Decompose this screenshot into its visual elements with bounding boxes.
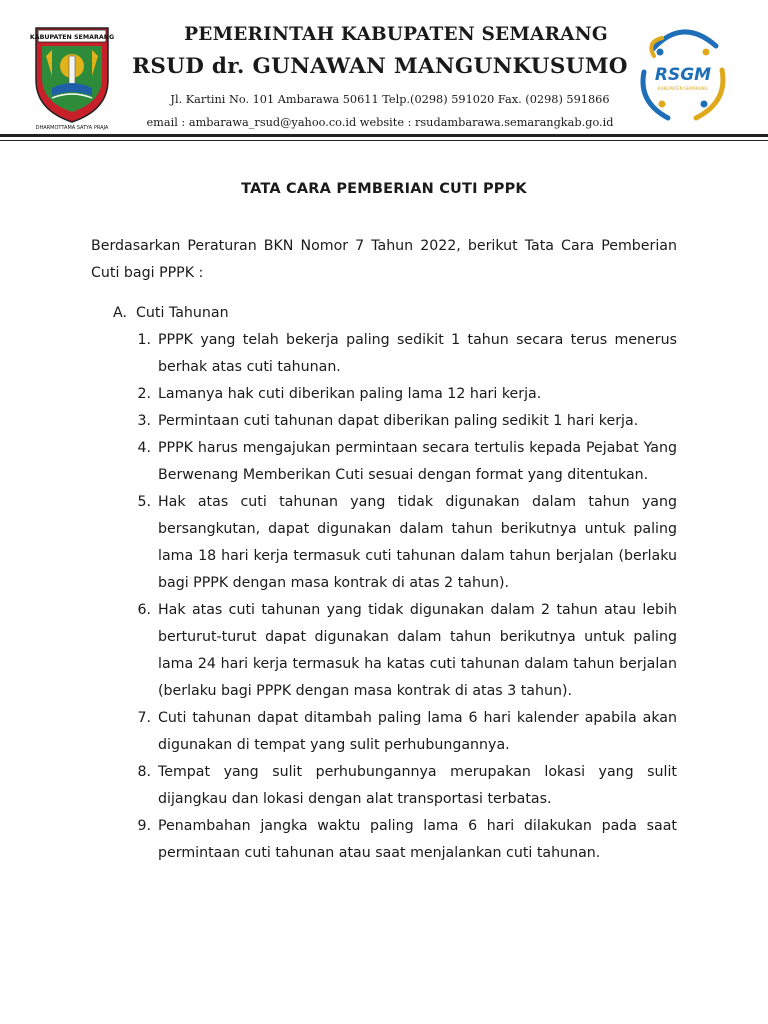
list-number: 4. — [137, 440, 151, 456]
hospital-address: Jl. Kartini No. 101 Ambarawa 50611 Telp.(0298) 591020 Fax. (0298) 591866 — [170, 93, 610, 106]
letterhead-rule-thick — [0, 134, 768, 137]
list-item — [91, 759, 677, 813]
hospital-name: RSUD dr. GUNAWAN MANGUNKUSUMO — [132, 54, 628, 79]
letterhead — [0, 0, 768, 140]
list-text: Penambahan jangka waktu paling lama 6 hari dilakukan pada saat permintaan cuti tahunan atau saat menjalankan cuti tahunan. — [158, 818, 677, 861]
list-number: 8. — [137, 764, 151, 780]
svg-text:KABUPATEN SEMARANG: KABUPATEN SEMARANG — [658, 86, 708, 91]
list-text: Tempat yang sulit perhubungannya merupakan lokasi yang sulit dijangkau dan lokasi dengan alat transportasi terbatas. — [158, 764, 677, 807]
letterhead-rule-thin — [0, 140, 768, 141]
list-item — [91, 489, 677, 597]
list-number: 5. — [137, 494, 151, 510]
government-name: PEMERINTAH KABUPATEN SEMARANG — [184, 24, 608, 45]
list-item — [91, 597, 677, 705]
list-text: Hak atas cuti tahunan yang tidak digunakan dalam tahun yang bersangkutan, dapat digunakan dalam tahun berikutnya untuk paling lama 18 hari kerja termasuk cuti tahunan dalam tahun berjalan (berlaku bagi PPPK dengan masa kontrak di atas 2 tahun). — [158, 494, 677, 591]
list-number: 2. — [137, 386, 151, 402]
section-title: Cuti Tahunan — [136, 305, 229, 321]
intro-paragraph: Berdasarkan Peraturan BKN Nomor 7 Tahun 2022, berikut Tata Cara Pemberian Cuti bagi PPPK : — [91, 238, 677, 281]
document-body — [91, 233, 677, 867]
hospital-contact: email : ambarawa_rsud@yahoo.co.id website : rsudambarawa.semarangkab.go.id — [146, 116, 614, 129]
list-text: Cuti tahunan dapat ditambah paling lama 6 hari kalender apabila akan digunakan di tempat yang sulit perhubungannya. — [158, 710, 677, 753]
list-number: 7. — [137, 710, 151, 726]
list-item — [91, 435, 677, 489]
list-item — [91, 381, 677, 408]
list-number: 1. — [137, 332, 151, 348]
list-text: Hak atas cuti tahunan yang tidak digunakan dalam 2 tahun atau lebih berturut-turut dapat digunakan dalam tahun berikutnya untuk paling lama 24 hari kerja termasuk ha katas cuti tahunan dalam tahun berjalan (berlaku bagi PPPK dengan masa kontrak di atas 3 tahun). — [158, 602, 677, 699]
document-title: TATA CARA PEMBERIAN CUTI PPPK — [241, 181, 527, 197]
list-item — [91, 813, 677, 867]
list-number: 6. — [137, 602, 151, 618]
rsgm-logo — [632, 20, 734, 130]
list-text: PPPK harus mengajukan permintaan secara tertulis kepada Pejabat Yang Berwenang Memberikan Cuti sesuai dengan format yang ditentukan. — [158, 440, 677, 483]
list-item — [91, 327, 677, 381]
list-item — [91, 408, 677, 435]
kabupaten-semarang-emblem — [30, 22, 114, 132]
list-text: PPPK yang telah bekerja paling sedikit 1 tahun secara terus menerus berhak atas cuti tahunan. — [158, 332, 677, 375]
annual-leave-list — [91, 327, 677, 867]
svg-text:KABUPATEN SEMARANG: KABUPATEN SEMARANG — [30, 34, 114, 41]
list-text: Permintaan cuti tahunan dapat diberikan paling sedikit 1 hari kerja. — [158, 413, 639, 429]
list-item — [91, 705, 677, 759]
list-number: 3. — [137, 413, 151, 429]
list-text: Lamanya hak cuti diberikan paling lama 12 hari kerja. — [158, 386, 542, 402]
section-letter: A. — [113, 305, 127, 321]
list-number: 9. — [137, 818, 151, 834]
svg-text:RSGM: RSGM — [654, 65, 712, 85]
svg-text:DHARMOTTAMA SATYA PRAJA: DHARMOTTAMA SATYA PRAJA — [35, 125, 109, 131]
section-heading — [91, 300, 677, 327]
